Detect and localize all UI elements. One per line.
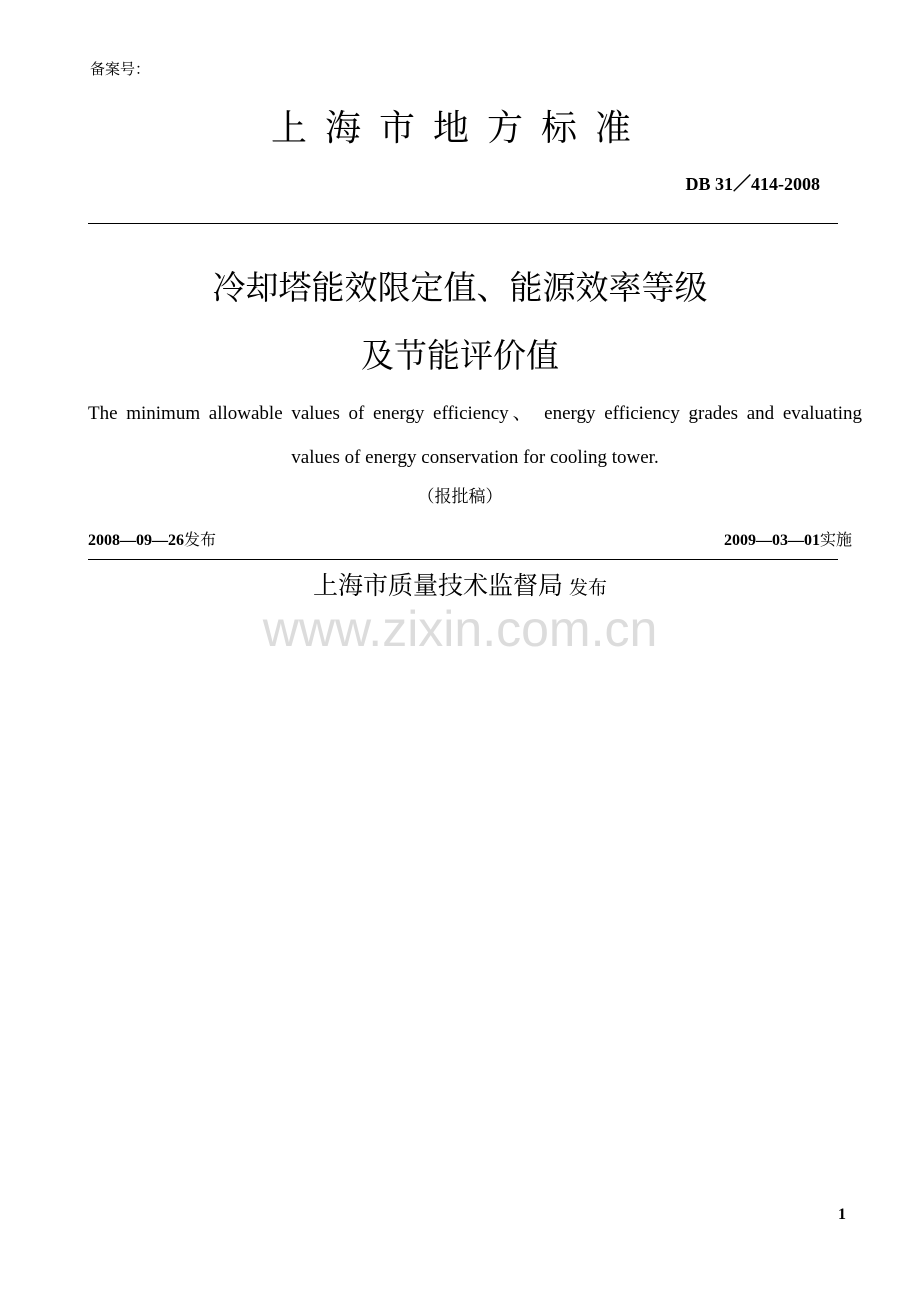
title-chinese-line-2: 及节能评价值	[361, 336, 559, 375]
record-number-label: 备案号：	[90, 60, 151, 78]
publish-label: 发布	[184, 530, 217, 549]
top-divider	[88, 223, 838, 224]
title-english: The minimum allowable values of energy efficiency、 energy efficiency grades and evaluating values of energy conservation for cooling tower.	[88, 403, 862, 468]
implement-label: 实施	[819, 530, 852, 549]
publish-date	[88, 527, 216, 550]
issuer-suffix: 发布	[569, 577, 608, 599]
draft-status-tag: （报批稿）	[417, 487, 503, 507]
bottom-divider	[88, 559, 838, 560]
page-number: 1	[838, 1206, 846, 1223]
issuer-name: 上海市质量技术监督局	[312, 571, 563, 600]
implement-date-value: 2009—03—01	[723, 532, 820, 549]
standard-category-title: 上海市地方标准	[270, 108, 649, 149]
title-chinese-line-1: 冷却塔能效限定值、能源效率等级	[212, 268, 708, 307]
issuer-line	[0, 566, 920, 602]
standard-number: DB 31／414-2008	[685, 174, 820, 194]
publish-date-value: 2008—09—26	[88, 532, 184, 549]
watermark-text: www.zixin.com.cn	[262, 601, 658, 657]
implement-date	[724, 527, 852, 550]
